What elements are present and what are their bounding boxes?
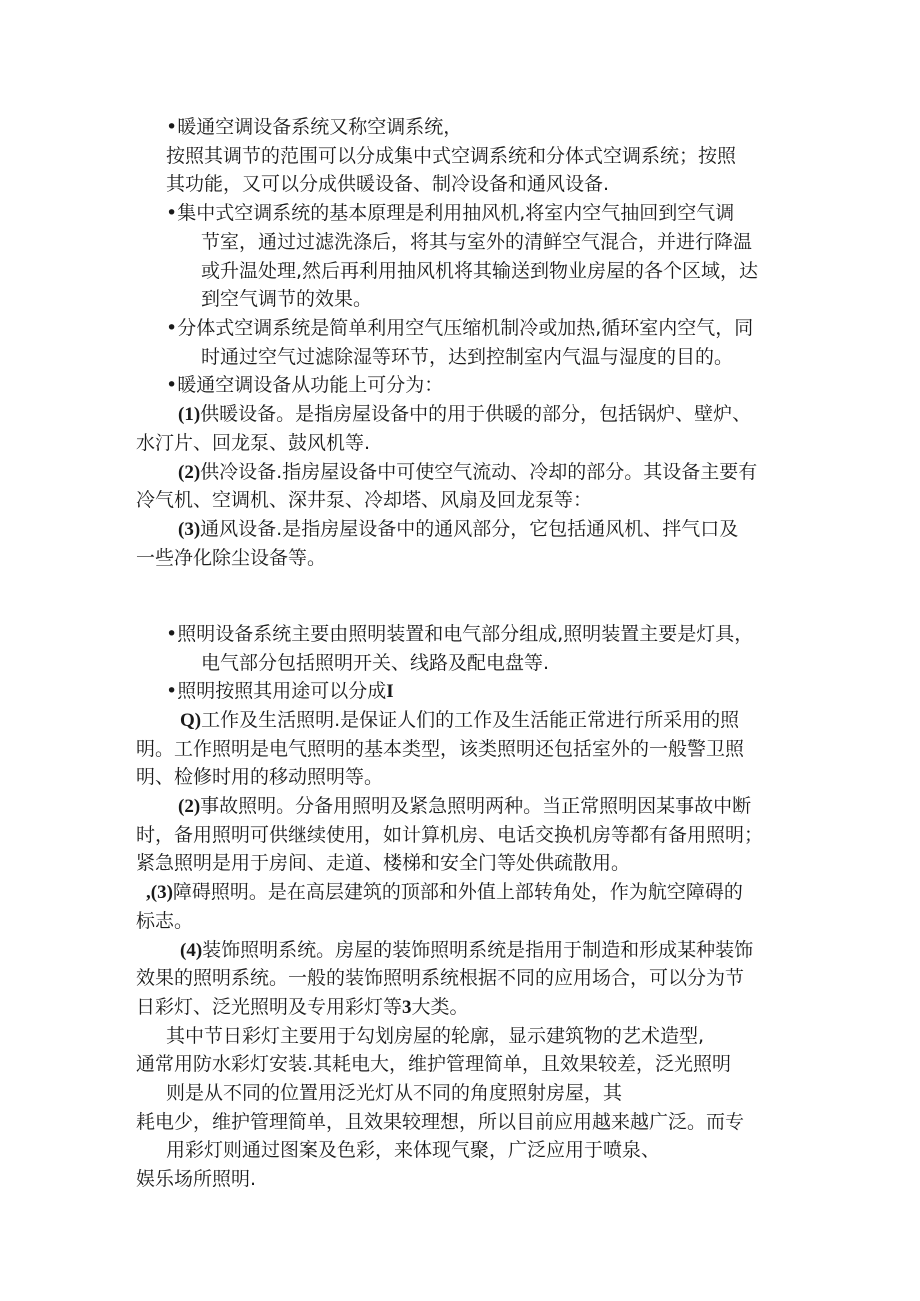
lighting-item-obstacle: [146, 883, 743, 902]
item-number: (3): [178, 519, 201, 540]
hvac-bullet-functions: •暖通空调设备从功能上可分为：: [166, 374, 444, 396]
hvac-bullet-split: •分体式空调系统是简单利用空气压缩机制冷或加热,循环室内空气，同: [166, 317, 754, 339]
hvac-text-line: 到空气调节的效果。: [201, 288, 373, 310]
lighting-bullet-system: •照明设备系统主要由照明装置和电气部分组成,照明装置主要是灯具，: [166, 623, 754, 645]
lighting-text-line: 明、检修时用的移动照明等。: [136, 766, 384, 788]
item-text: 工作及生活照明.是保证人们的工作及生活能正常进行所采用的照: [201, 709, 740, 731]
item-text: 供冷设备.指房屋设备中可使空气流动、冷却的部分。其设备主要有: [200, 461, 758, 483]
lighting-text-line: 电气部分包括照明开关、线路及配电盘等.: [201, 652, 550, 674]
lighting-paragraph-line: 则是从不同的位置用泛光灯从不同的角度照射房屋，其: [166, 1082, 623, 1104]
item-number: (2): [178, 796, 201, 817]
hvac-bullet-intro: •暖通空调设备系统又称空调系统，: [166, 116, 463, 138]
lighting-paragraph-line: 娱乐场所照明.: [136, 1168, 257, 1190]
hvac-text-line: 一些净化除尘设备等。: [136, 547, 327, 569]
lighting-text-line: 明。工作照明是电气照明的基本类型，该类照明还包括室外的一般警卫照: [136, 738, 745, 760]
lighting-text-line: 效果的照明系统。一般的装饰照明系统根据不同的应用场合，可以分为节: [136, 967, 745, 989]
hvac-text-line: 按照其调节的范围可以分成集中式空调系统和分体式空调系统；按照: [166, 145, 737, 167]
hvac-bullet-central: •集中式空调系统的基本原理是利用抽风机,将室内空气抽回到空气调: [166, 202, 735, 224]
hvac-item-cooling: [178, 463, 757, 482]
item-text: 事故照明。分备用照明及紧急照明两种。当正常照明因某事故中断: [200, 795, 752, 817]
item-text: 装饰照明系统。房屋的装饰照明系统是指用于制造和形成某种装饰: [202, 939, 754, 961]
lighting-text-line: 标志。: [136, 910, 194, 932]
item-text: 供暖设备。是指房屋设备中的用于供暖的部分，包括锅炉、壁炉、: [200, 403, 752, 425]
text-segment: 大类。: [411, 996, 469, 1018]
text-segment: 日彩灯、泛光照明及专用彩灯等: [136, 996, 403, 1018]
lighting-paragraph-line: 耗电少，维护管理简单，且效果较理想，所以目前应用越来越广泛。而专: [136, 1111, 745, 1133]
hvac-text-line: 冷气机、空调机、深井泵、冷却塔、风扇及回龙泵等：: [136, 489, 593, 511]
hvac-text-line: 时通过空气过滤除湿等环节，达到控制室内气温与湿度的目的。: [201, 346, 734, 368]
hvac-item-heating: [178, 405, 751, 424]
item-number: ,(3): [146, 882, 173, 903]
item-number: Q): [180, 710, 202, 731]
lighting-item-decorative: [180, 941, 753, 960]
lighting-text-line: [136, 998, 469, 1017]
hvac-text-line: 节室，通过过滤洗涤后，将其与室外的清鲜空气混合，并进行降温: [201, 231, 753, 253]
bullet-tail: I: [386, 681, 394, 702]
hvac-text-line: 其功能，又可以分成供暖设备、制冷设备和通风设备.: [166, 173, 610, 195]
item-text: 障碍照明。是在高层建筑的顶部和外值上部转角处，作为航空障碍的: [172, 881, 743, 903]
item-text: 通风设备.是指房屋设备中的通风部分，它包括通风机、拌气口及: [200, 518, 739, 540]
item-number: (2): [178, 462, 201, 483]
count-number: 3: [402, 997, 412, 1018]
lighting-text-line: 时，备用照明可供继续使用，如计算机房、电话交换机房等都有备用照明；: [136, 824, 764, 846]
lighting-item-emergency: [178, 797, 751, 816]
lighting-bullet-uses: [166, 682, 394, 701]
bullet-text: •照明按照其用途可以分成: [166, 680, 387, 702]
lighting-item-work: [180, 711, 739, 730]
hvac-item-ventilation: [178, 520, 738, 539]
lighting-paragraph-line: 通常用防水彩灯安装.其耗电大，维护管理简单，且效果较差，泛光照明: [136, 1053, 732, 1075]
item-number: (1): [178, 404, 201, 425]
hvac-text-line: 或升温处理,然后再利用抽风机将其输送到物业房屋的各个区域，达: [201, 260, 759, 282]
lighting-paragraph-line: 其中节日彩灯主要用于勾划房屋的轮廓，显示建筑物的艺术造型,: [166, 1025, 705, 1047]
lighting-paragraph-line: 用彩灯则通过图案及色彩，来体现气聚，广泛应用于喷泉、: [166, 1139, 661, 1161]
item-number: (4): [180, 940, 203, 961]
lighting-text-line: 紧急照明是用于房间、走道、楼梯和安全门等处供疏散用。: [136, 852, 631, 874]
hvac-text-line: 水汀片、回龙泵、鼓风机等.: [136, 432, 371, 454]
